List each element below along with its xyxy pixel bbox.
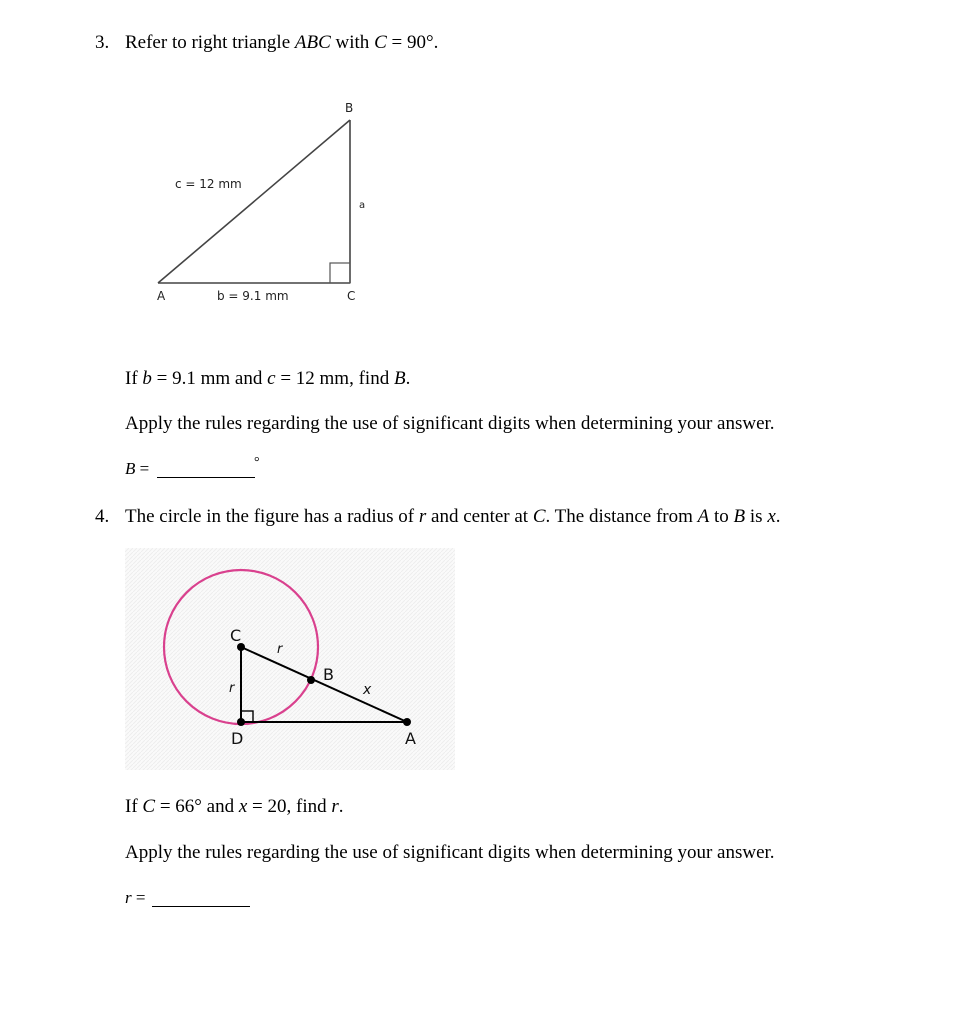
q3-answer-blank[interactable] <box>157 462 255 483</box>
q3-title <box>125 33 438 52</box>
q3-given-c-val: = 12 mm, find <box>275 368 394 389</box>
q4-point-a: A <box>405 729 416 748</box>
q3-number: 3. <box>95 32 110 53</box>
q4-answer-row <box>125 889 145 906</box>
q3-triangle-figure <box>140 95 380 315</box>
q3-vertex-b: B <box>345 101 354 115</box>
q3-title-eq: = 90°. <box>386 32 439 53</box>
q4-point-d: D <box>231 729 244 748</box>
q4-seg-x: x <box>363 682 372 698</box>
q4-number: 4. <box>95 506 110 527</box>
q4-title <box>125 507 781 526</box>
q3-given-find-var: B <box>393 368 406 389</box>
q3-title-tri: ABC <box>294 32 331 53</box>
q3-title-pre: Refer to right triangle <box>125 32 295 53</box>
q3-given-pre: If <box>125 368 143 389</box>
q3-given-c-var: c <box>267 368 276 389</box>
q4-point-b: B <box>323 665 334 684</box>
q3-answer-eq: = <box>135 459 150 478</box>
point-b-dot <box>307 676 315 684</box>
q3-side-b-label: b = 9.1 mm <box>217 289 289 303</box>
q4-title-b-var: B <box>733 506 746 527</box>
q4-title-pre: The circle in the figure has a radius of <box>125 506 419 527</box>
q4-title-mid4: is <box>745 506 768 527</box>
q4-title-r-var: r <box>418 506 427 527</box>
q4-given-r-var: r <box>331 796 339 817</box>
q3-vertex-c: C <box>347 289 356 303</box>
point-a-dot <box>403 718 411 726</box>
q4-title-a-var: A <box>697 506 710 527</box>
q4-seg-r-left: r <box>229 681 235 696</box>
q3-side-a-label: a <box>359 200 366 211</box>
q4-title-c-var: C <box>532 506 546 527</box>
q4-given-x-var: x <box>238 796 248 817</box>
q3-answer-var: B <box>125 459 136 478</box>
q4-title-mid1: and center at <box>426 506 533 527</box>
q3-title-angle: C <box>374 32 387 53</box>
q3-given <box>125 369 410 388</box>
q3-instruction: Apply the rules regarding the use of significant digits when determining your answer. <box>125 413 775 434</box>
q4-title-x-var: x <box>767 506 776 527</box>
q4-answer-eq: = <box>131 888 146 907</box>
q3-title-mid: with <box>330 32 375 53</box>
q4-given-c-val: = 66° and <box>155 796 239 817</box>
q4-seg-r-top: r <box>277 642 283 657</box>
q3-given-b-val: = 9.1 mm and <box>151 368 268 389</box>
q3-given-b-var: b <box>142 368 152 389</box>
right-angle-mark <box>330 263 350 283</box>
q4-point-c: C <box>230 626 242 645</box>
q4-given-end: . <box>338 796 344 817</box>
q3-side-c-label: c = 12 mm <box>175 177 242 191</box>
q4-given-c-var: C <box>142 796 156 817</box>
q3-answer-row <box>125 460 149 477</box>
hypotenuse-line <box>158 120 350 283</box>
q3-vertex-a: A <box>157 289 166 303</box>
q4-answer-var: r <box>125 888 132 907</box>
q4-title-end: . <box>775 506 781 527</box>
q3-answer-unit: ° <box>254 455 260 470</box>
q4-answer-blank[interactable] <box>152 891 250 912</box>
q4-given-x-val: = 20, find <box>247 796 332 817</box>
q4-title-mid2: . The distance from <box>545 506 698 527</box>
q4-instruction: Apply the rules regarding the use of significant digits when determining your answer. <box>125 842 775 863</box>
q4-given <box>125 797 344 816</box>
q3-given-end: . <box>405 368 411 389</box>
point-d-dot <box>237 718 245 726</box>
q4-title-mid3: to <box>709 506 734 527</box>
q4-given-pre: If <box>125 796 143 817</box>
